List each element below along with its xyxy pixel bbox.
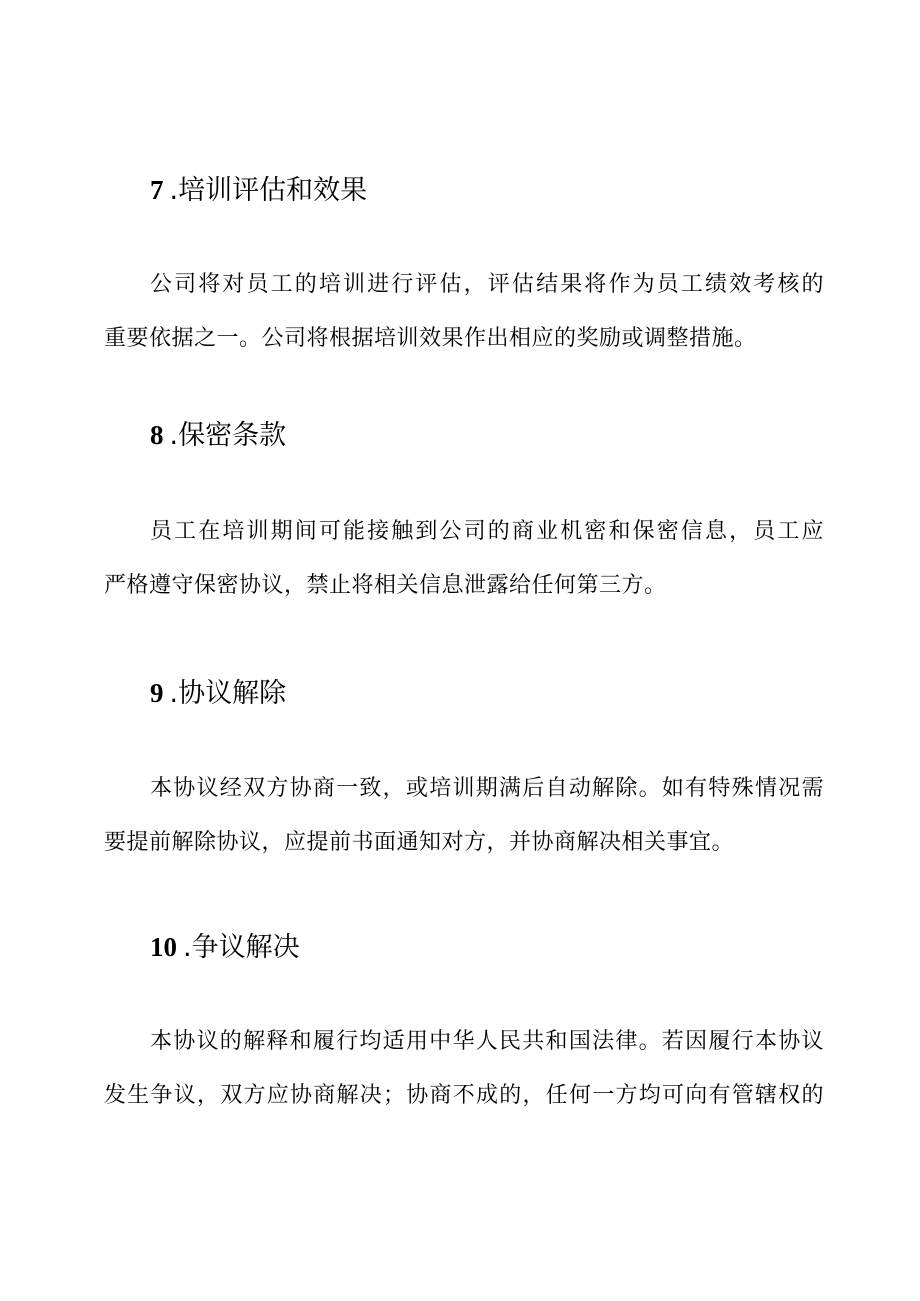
- paragraph-line: 严格遵守保密协议，禁止将相关信息泄露给任何第三方。: [104, 573, 667, 598]
- section-heading: [150, 929, 300, 966]
- paragraph-line: 本协议经双方协商一致，或培训期满后自动解除。如有特殊情况需: [150, 776, 824, 801]
- section-paragraph: [104, 762, 824, 870]
- section-paragraph: [104, 1015, 824, 1123]
- paragraph-line: 本协议的解释和履行均适用中华人民共和国法律。若因履行本协议: [150, 1029, 824, 1054]
- section-paragraph: [104, 258, 824, 366]
- section-heading: [150, 675, 286, 712]
- section-number: 7: [150, 175, 164, 205]
- section-title: .培训评估和效果: [169, 175, 368, 206]
- section-number: 8: [150, 420, 164, 450]
- section-heading: [150, 172, 367, 209]
- section-number: 10: [150, 932, 177, 962]
- section-title: .争议解决: [183, 932, 300, 963]
- paragraph-line: 公司将对员工的培训进行评估，评估结果将作为员工绩效考核的: [150, 272, 824, 297]
- paragraph-line: 重要依据之一。公司将根据培训效果作出相应的奖励或调整措施。: [104, 326, 757, 351]
- section-number: 9: [150, 678, 164, 708]
- section-paragraph: [104, 505, 824, 613]
- section-heading: [150, 417, 286, 454]
- paragraph-line: 发生争议，双方应协商解决；协商不成的，任何一方均可向有管辖权的: [104, 1083, 824, 1108]
- paragraph-line: 要提前解除协议，应提前书面通知对方，并协商解决相关事宜。: [104, 830, 735, 855]
- paragraph-line: 员工在培训期间可能接触到公司的商业机密和保密信息，员工应: [150, 519, 824, 544]
- section-title: .协议解除: [169, 678, 287, 709]
- section-title: .保密条款: [169, 420, 287, 451]
